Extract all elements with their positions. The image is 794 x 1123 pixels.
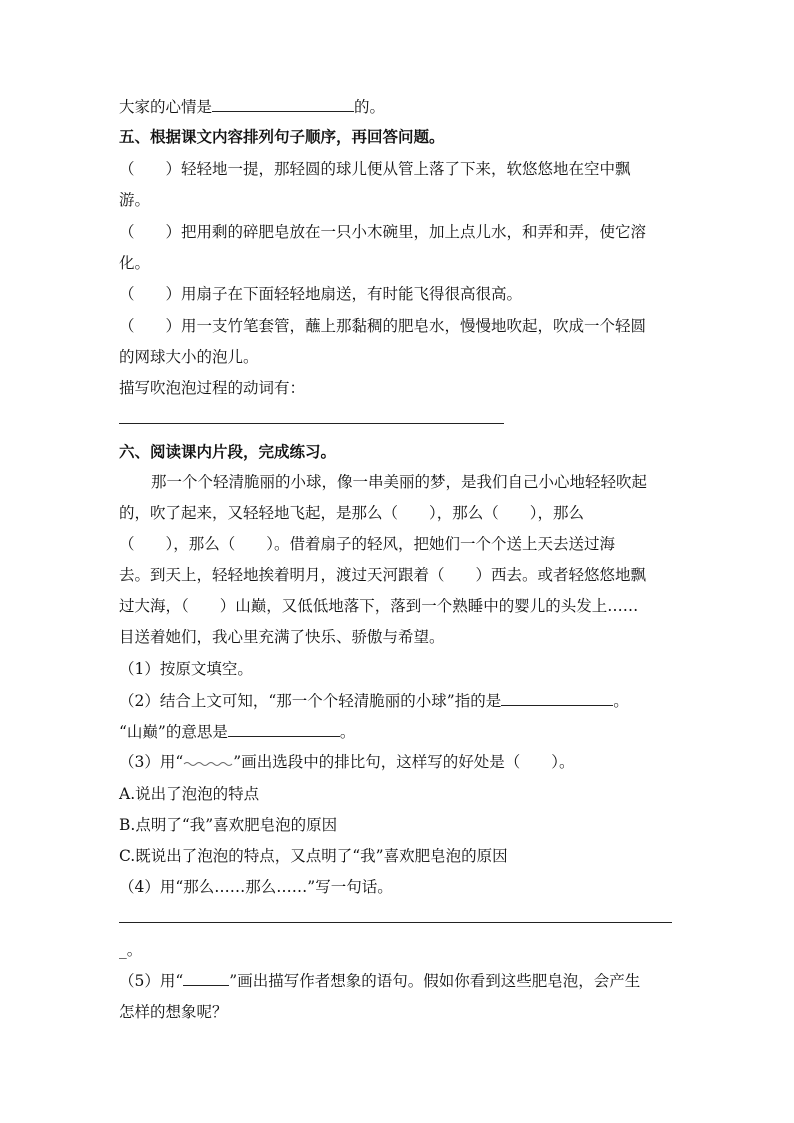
question-5: （5）用“ ”画出描写作者想象的语句。假如你看到这些肥皂泡，会产生 <box>119 972 641 990</box>
sentence-2-line-1: （ ）把用剩的碎肥皂放在一只小木碗里，加上点儿水，和弄和弄，使它溶 <box>119 223 647 241</box>
passage-line-6: 目送着她们，我心里充满了快乐、骄傲与希望。 <box>119 628 445 646</box>
passage-line-3: （ ），那么（ ）。借着扇子的轻风，把她们一个个送上天去送过海 <box>119 535 616 553</box>
order-blank-1[interactable]: （ ） <box>119 160 182 178</box>
sentence-4-line-2: 的网球大小的泡儿。 <box>119 348 259 366</box>
question-2: （2）结合上文可知，“那一个个轻清脆丽的小球”指的是 。 <box>119 692 629 710</box>
passage-line-2: 的，吹了起来，又轻轻地飞起，是那么（ ），那么（ ），那么 <box>119 504 585 522</box>
question-2-b: “山巅”的意思是 。 <box>119 723 356 741</box>
question-1: （1）按原文填空。 <box>119 660 253 678</box>
question-4-end: _。 <box>119 941 143 959</box>
question-4: （4）用“那么……那么……”写一句话。 <box>119 878 393 896</box>
mood-prefix: 大家的心情是 <box>119 98 213 116</box>
passage-line-5: 过大海，（ ）山巅，又低低地落下，落到一个熟睡中的婴儿的头发上…… <box>119 597 639 615</box>
mood-suffix: 的。 <box>354 98 386 116</box>
section-6-title: 六、阅读课内片段，完成练习。 <box>119 442 337 461</box>
sentence-4-line-1: （ ）用一支竹笔套管，蘸上那黏稠的肥皂水，慢慢地吹起，吹成一个轻圆 <box>119 317 647 335</box>
wavy-line-mark <box>183 758 233 768</box>
bubble-meaning-blank[interactable] <box>501 690 613 706</box>
verbs-answer-line[interactable] <box>119 423 504 424</box>
order-blank-4[interactable]: （ ） <box>119 317 182 335</box>
option-c[interactable]: C.既说出了泡泡的特点，又点明了“我”喜欢肥皂泡的原因 <box>119 847 508 865</box>
passage-line-4: 去。到天上，轻轻地挨着明月，渡过天河跟着（ ）西去。或者轻悠悠地飘 <box>119 566 647 584</box>
straight-line-mark <box>183 973 229 986</box>
option-b[interactable]: B.点明了“我”喜欢肥皂泡的原因 <box>119 816 338 834</box>
order-blank-3[interactable]: （ ） <box>119 285 182 303</box>
option-a[interactable]: A.说出了泡泡的特点 <box>119 785 260 803</box>
verbs-prompt: 描写吹泡泡过程的动词有： <box>119 379 306 397</box>
sentence-answer-line[interactable] <box>119 922 672 923</box>
sentence-1-line-2: 游。 <box>119 191 151 209</box>
section-5-title: 五、根据课文内容排列句子顺序，再回答问题。 <box>119 127 445 146</box>
mood-line <box>119 96 385 117</box>
mood-blank[interactable] <box>212 96 354 112</box>
order-blank-2[interactable]: （ ） <box>119 223 182 241</box>
question-5-b: 怎样的想象呢？ <box>119 1003 228 1021</box>
shandian-meaning-blank[interactable] <box>228 721 340 737</box>
question-3: （3）用“ ”画出选段中的排比句，这样写的好处是（ ）。 <box>119 753 575 771</box>
passage-line-1: 那一个个轻清脆丽的小球，像一串美丽的梦，是我们自己小心地轻轻吹起 <box>151 473 648 491</box>
sentence-2-line-2: 化。 <box>119 254 151 272</box>
sentence-3: （ ）用扇子在下面轻轻地扇送，有时能飞得很高很高。 <box>119 285 523 303</box>
sentence-1-line-1: （ ）轻轻地一提，那轻圆的球儿便从管上落了下来，软悠悠地在空中飘 <box>119 160 631 178</box>
